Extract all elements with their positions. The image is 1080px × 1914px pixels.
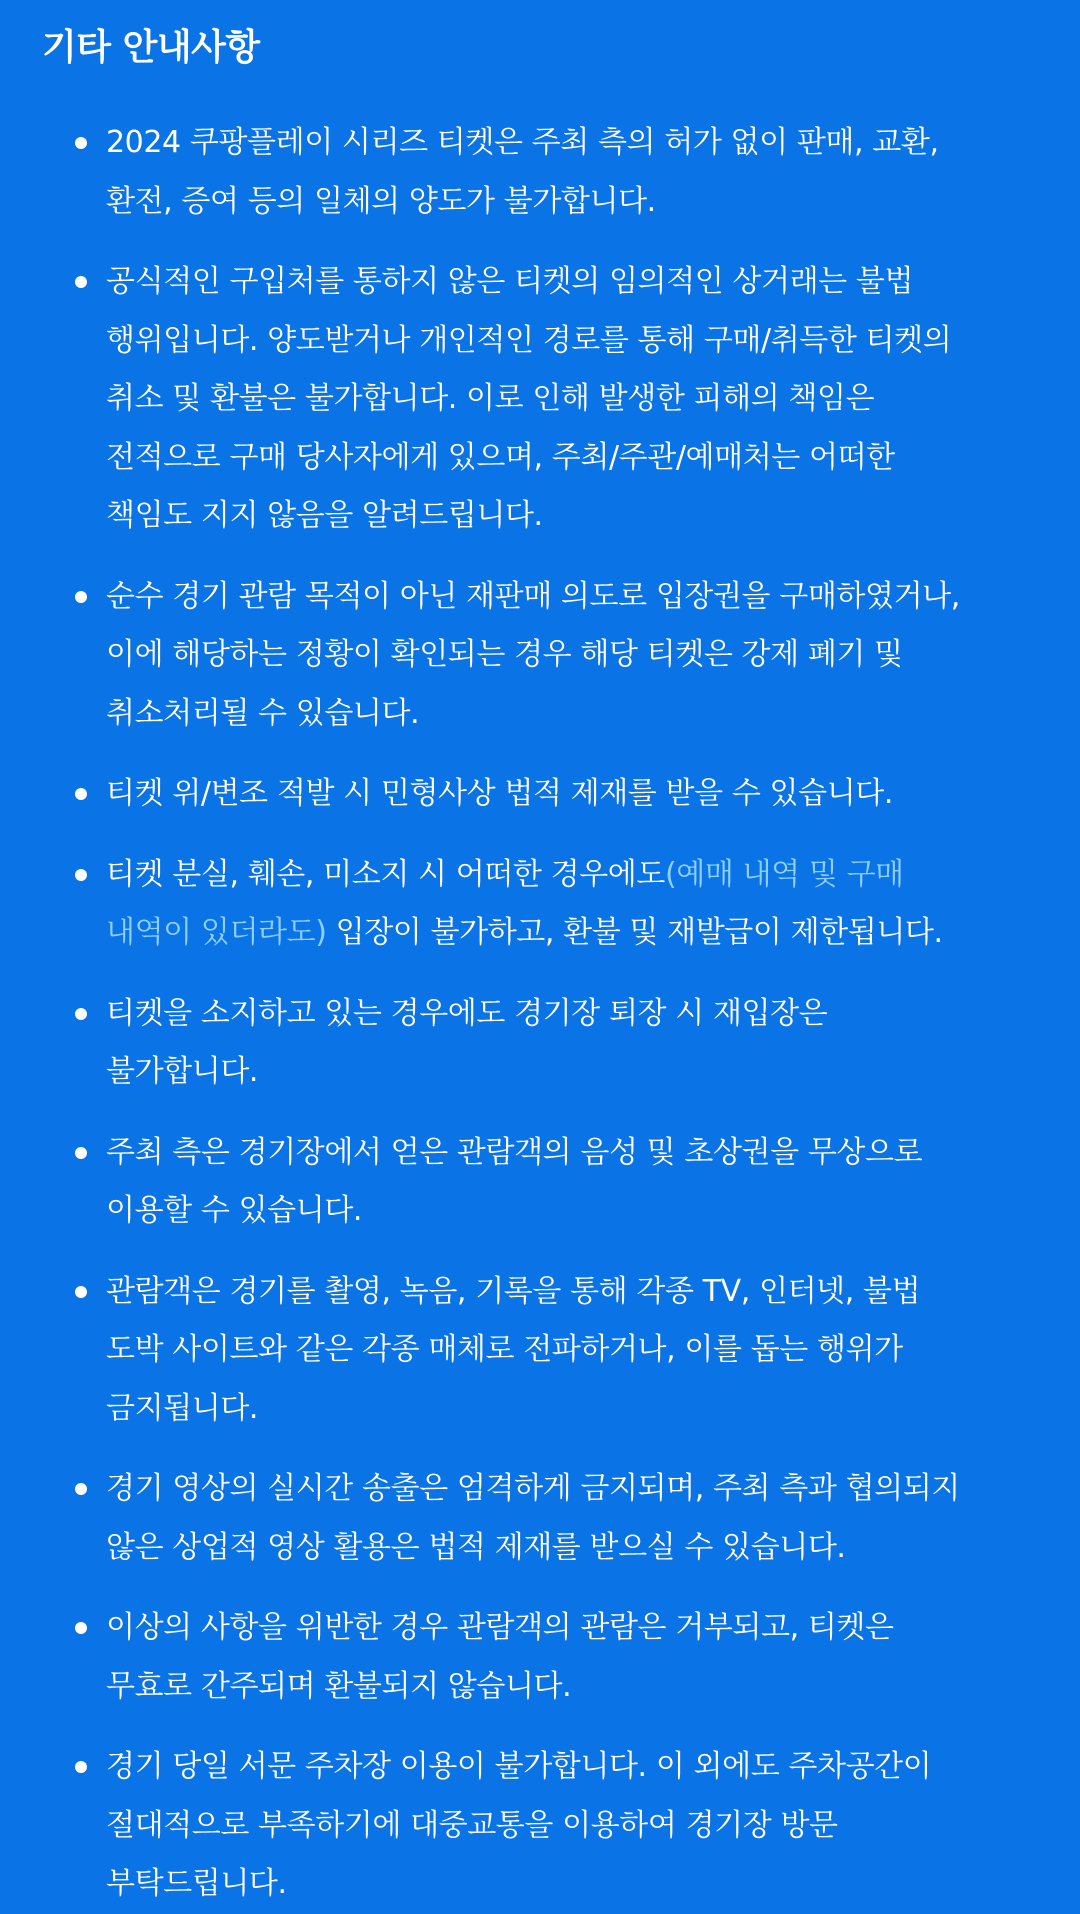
notice-line: 순수 경기 관람 목적이 아닌 재판매 의도로 입장권을 구매하였거나, <box>106 578 960 614</box>
notice-line: 관람객은 경기를 촬영, 녹음, 기록을 통해 각종 TV, 인터넷, 불법 <box>106 1273 921 1309</box>
notice-line: 환전, 증여 등의 일체의 양도가 불가합니다. <box>106 183 656 219</box>
notice-item-parking <box>42 1738 1040 1914</box>
bullet-dot-icon <box>75 137 87 149</box>
notice-note-text: 내역이 있더라도) <box>106 915 327 950</box>
notice-text: 입장이 불가하고, 환불 및 재발급이 제한됩니다. <box>326 915 943 950</box>
notice-item-lost-ticket <box>42 846 1040 963</box>
notice-line: 금지됩니다. <box>106 1390 259 1426</box>
notice-line: 공식적인 구입처를 통하지 않은 티켓의 임의적인 상거래는 불법 <box>106 264 914 299</box>
bullet-dot-icon <box>75 591 87 603</box>
bullet-dot-icon <box>75 1008 87 1020</box>
section-title: 기타 안내사항 <box>42 27 260 68</box>
notice-line: 도박 사이트와 같은 각종 매체로 전파하거나, 이를 돕는 행위가 <box>106 1332 903 1367</box>
notice-line: 전적으로 구매 당사자에게 있으며, 주최/주관/예매처는 어떠한 <box>106 439 895 475</box>
notice-line: 티켓 위/변조 적발 시 민형사상 법적 제재를 받을 수 있습니다. <box>106 776 893 811</box>
notice-note-text: (예매 내역 및 구매 <box>664 856 904 892</box>
notice-item-transfer-ban <box>42 114 1040 231</box>
bullet-dot-icon <box>75 1622 87 1634</box>
notice-line: 취소 및 환불은 불가합니다. 이로 인해 발생한 피해의 책임은 <box>106 381 875 416</box>
notice-line: 경기 당일 서문 주차장 이용이 불가합니다. 이 외에도 주차공간이 <box>106 1749 932 1784</box>
notice-list <box>42 114 1040 1914</box>
notice-item-reentry <box>42 985 1040 1102</box>
bullet-dot-icon <box>75 276 87 288</box>
bullet-dot-icon <box>75 869 87 881</box>
notice-item-illegal-trade <box>42 253 1040 546</box>
notice-text: 티켓 분실, 훼손, 미소지 시 어떠한 경우에도 <box>106 856 665 892</box>
bullet-dot-icon <box>75 1761 87 1773</box>
notice-item-forgery <box>42 765 1040 824</box>
notice-line: 불가합니다. <box>106 1054 259 1089</box>
bullet-dot-icon <box>75 788 87 800</box>
notice-line: 무효로 간주되며 환불되지 않습니다. <box>106 1668 572 1704</box>
notice-line: 티켓을 소지하고 있는 경우에도 경기장 퇴장 시 재입장은 <box>106 995 828 1031</box>
notice-line: 이상의 사항을 위반한 경우 관람객의 관람은 거부되고, 티켓은 <box>106 1610 894 1645</box>
notice-line: 이용할 수 있습니다. <box>106 1193 363 1228</box>
notice-line <box>106 846 1040 905</box>
notice-item-recording-ban <box>42 1263 1040 1439</box>
notice-item-resale <box>42 568 1040 744</box>
bullet-dot-icon <box>75 1483 87 1495</box>
notice-line: 취소처리될 수 있습니다. <box>106 695 420 731</box>
notice-item-portrait-rights <box>42 1124 1040 1241</box>
notice-line: 2024 쿠팡플레이 시리즈 티켓은 주최 측의 허가 없이 판매, 교환, <box>106 125 939 160</box>
notice-line: 절대적으로 부족하기에 대중교통을 이용하여 경기장 방문 <box>106 1807 838 1843</box>
notice-line: 경기 영상의 실시간 송출은 엄격하게 금지되며, 주최 측과 협의되지 <box>106 1471 960 1506</box>
notice-line <box>106 904 1040 963</box>
notice-line: 책임도 지지 않음을 알려드립니다. <box>106 498 543 533</box>
notice-item-violation <box>42 1599 1040 1716</box>
notice-line: 이에 해당하는 정황이 확인되는 경우 해당 티켓은 강제 폐기 및 <box>106 637 903 672</box>
notice-item-live-streaming <box>42 1460 1040 1577</box>
bullet-dot-icon <box>75 1286 87 1298</box>
bullet-dot-icon <box>75 1147 87 1159</box>
notice-line: 행위입니다. 양도받거나 개인적인 경로를 통해 구매/취득한 티켓의 <box>106 322 952 358</box>
notice-line: 않은 상업적 영상 활용은 법적 제재를 받으실 수 있습니다. <box>106 1529 846 1565</box>
notice-line: 주최 측은 경기장에서 얻은 관람객의 음성 및 초상권을 무상으로 <box>106 1134 923 1170</box>
notice-line: 부탁드립니다. <box>106 1866 287 1901</box>
